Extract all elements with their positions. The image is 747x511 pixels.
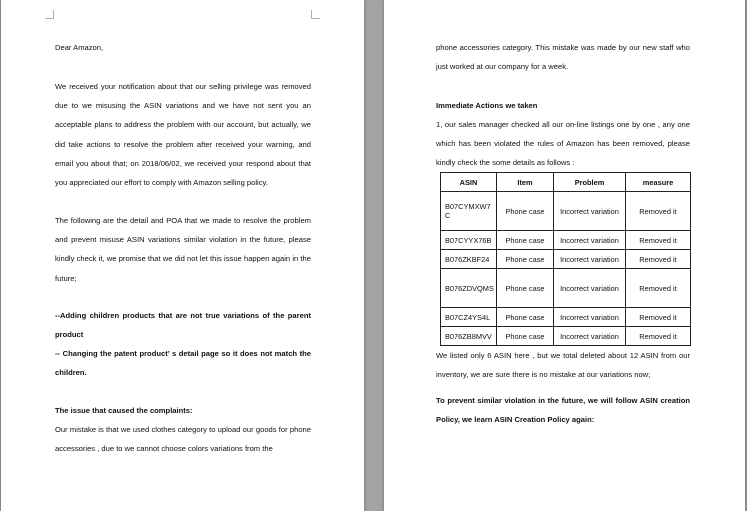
- cell-problem: Incorrect variation: [554, 327, 626, 346]
- cell-item: Phone case: [497, 231, 554, 250]
- table-row: [441, 308, 691, 327]
- salutation: Dear Amazon,: [55, 43, 104, 52]
- table-row: [441, 269, 691, 308]
- listed-paragraph: We listed only 6 ASIN here , but we total deleted about 12 ASIN from our inventory, we are sure there is no mistake at our variations now;: [436, 351, 690, 380]
- cell-measure: Removed it: [626, 250, 691, 269]
- page-gap: [364, 0, 384, 511]
- cell-item: Phone case: [497, 192, 554, 231]
- cell-problem: Incorrect variation: [554, 231, 626, 250]
- table-header-row: [441, 173, 691, 192]
- header-problem: Problem: [554, 173, 626, 192]
- cell-problem: Incorrect variation: [554, 269, 626, 308]
- cell-item: Phone case: [497, 327, 554, 346]
- cell-item: Phone case: [497, 308, 554, 327]
- cell-measure: Removed it: [626, 269, 691, 308]
- cell-measure: Removed it: [626, 308, 691, 327]
- cell-asin: B076ZKBF24: [441, 250, 497, 269]
- table-row: [441, 250, 691, 269]
- header-asin: ASIN: [441, 173, 497, 192]
- cell-problem: Incorrect variation: [554, 192, 626, 231]
- cell-item: Phone case: [497, 250, 554, 269]
- cell-measure: Removed it: [626, 192, 691, 231]
- actions-heading: Immediate Actions we taken: [436, 101, 538, 110]
- cell-asin: B076ZB8MVV: [441, 327, 497, 346]
- cell-asin: B076ZDVQMS: [441, 269, 497, 308]
- prevent-paragraph: To prevent similar violation in the future, we will follow ASIN creation Policy, we learn ASIN Creation Policy again:: [436, 396, 690, 425]
- header-measure: measure: [626, 173, 691, 192]
- cell-asin: B07CZ4YS4L: [441, 308, 497, 327]
- header-item: Item: [497, 173, 554, 192]
- intro-paragraph: We received your notification about that our selling privilege was removed due to we misusing the ASIN variations and we have not sent you an acceptable plans to address the problem with our account, but actually, we did take actions to resolve the problem after received your warning, and email you about that; on 2018/06/02, we received your respond about that you appreciated our effort to comply with Amazon selling policy.: [55, 82, 311, 188]
- cell-asin: B07CYYX76B: [441, 231, 497, 250]
- issue-paragraph: Our mistake is that we used clothes category to upload our goods for phone accessories , due to we cannot choose colors variations from the: [55, 425, 311, 454]
- cell-problem: Incorrect variation: [554, 308, 626, 327]
- table-row: [441, 327, 691, 346]
- cell-asin: B07CYMXW7C: [441, 192, 497, 231]
- document-page-right: [384, 0, 745, 511]
- margin-corner-mark: [45, 10, 54, 19]
- document-page-left: [1, 0, 364, 511]
- cell-measure: Removed it: [626, 327, 691, 346]
- bullet-changing-parent: -- Changing the patent product’ s detail page so it does not match the children.: [55, 349, 311, 378]
- bullet-adding-children: --Adding children products that are not true variations of the parent product: [55, 311, 311, 340]
- detail-paragraph: The following are the detail and POA that we made to resolve the problem and prevent misuse ASIN variations similar violation in the future, please kindly check it, we promise that we did not let this issue happen again in the future;: [55, 216, 311, 283]
- cell-problem: Incorrect variation: [554, 250, 626, 269]
- actions-paragraph: 1, our sales manager checked all our on-line listings one by one , any one which has been violated the rules of Amazon has been removed, please kindly check the some details as follows :: [436, 120, 690, 168]
- cell-item: Phone case: [497, 269, 554, 308]
- asin-table: [440, 172, 691, 346]
- table-row: [441, 192, 691, 231]
- margin-corner-mark: [311, 10, 320, 19]
- table-row: [441, 231, 691, 250]
- cell-measure: Removed it: [626, 231, 691, 250]
- issue-heading: The issue that caused the complaints:: [55, 406, 193, 415]
- continuation-paragraph: phone accessories category. This mistake was made by our new staff who just worked at our company for a week.: [436, 43, 690, 72]
